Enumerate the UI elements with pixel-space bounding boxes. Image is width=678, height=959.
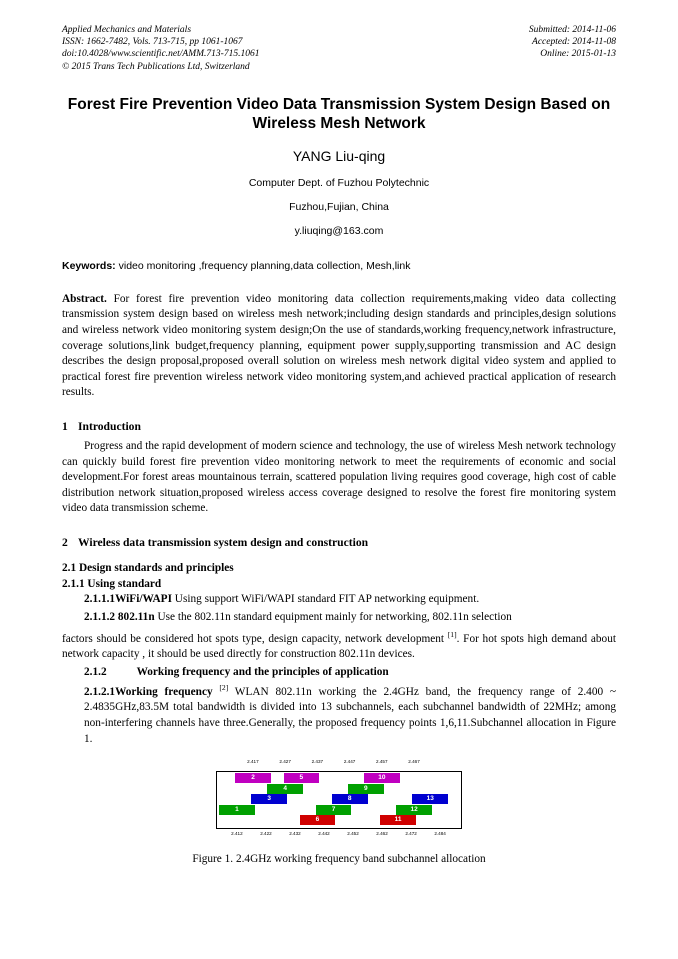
chart-bottom-tick: 2.472 — [405, 831, 417, 837]
chart-top-tick: 2.417 — [247, 759, 259, 765]
section-2-1-2-number: 2.1.2 — [84, 666, 107, 679]
page-title: Forest Fire Prevention Video Data Transmission System Design Based on Wireless Mesh Network — [67, 95, 611, 132]
channel-bar: 10 — [364, 773, 400, 783]
section-2-1-2-1-paragraph — [62, 680, 616, 747]
section-2-1-1-2-paragraph — [62, 610, 616, 626]
channel-bar: 2 — [235, 773, 271, 783]
section-2-1-1-2-paragraph-cont — [62, 627, 616, 663]
keywords-line — [62, 260, 616, 272]
section-2-1-heading: 2.1 Design standards and principles — [62, 561, 234, 574]
figure-1 — [62, 759, 616, 843]
section-2-1-1-2-text-c: . For hot spots high demand about network capacity , it should be used directly for construction 802.11n devices. — [62, 632, 616, 661]
journal-header — [62, 24, 616, 73]
section-2-1-1-1-paragraph — [62, 592, 616, 608]
keywords-label: Keywords: — [62, 259, 116, 272]
chart-bottom-tick: 2.432 — [289, 831, 301, 837]
channel-bar: 3 — [251, 794, 287, 804]
reference-marker-2: [2] — [219, 683, 229, 693]
channel-bar: 8 — [332, 794, 368, 804]
channel-bar: 7 — [316, 805, 352, 815]
section-2-1-2-title: Working frequency and the principles of application — [136, 666, 389, 679]
section-2-number: 2 — [62, 535, 68, 549]
journal-doi: doi:10.4028/www.scientific.net/AMM.713-715.1061 — [62, 49, 260, 60]
section-2-1-2-1-text: WLAN 802.11n working the 2.4GHz band, the frequency range of 2.400 ~ 2.4835GHz,83.5M total bandwidth is divided into 13 subchannels, each subchannel bandwidth of 22MHz; among non-interfering channels have three.Generally, the proposed frequency points 1,6,11.Subchannel allocation in Figure 1. — [84, 685, 616, 745]
section-1-body: Progress and the rapid development of modern science and technology, the use of wireless Mesh network technology can quickly build forest fire prevention video monitoring network to meet the requirements of economic and social development.For forest areas mountainous terrain, scattered population living requires good coverage, high cost of cable distribution network situation,proposed wireless access coverage designed to resolve the forest fire monitoring system video data transmission scheme. — [62, 439, 616, 515]
section-2-1-1-2-text-a: Use the 802.11n standard equipment mainly for networking, 802.11n selection — [154, 610, 512, 623]
journal-issn: ISSN: 1662-7482, Vols. 713-715, pp 1061-1067 — [62, 37, 243, 48]
chart-top-tick: 2.437 — [311, 759, 324, 765]
section-2-1-1-1-text: Using support WiFi/WAPI standard FIT AP networking equipment. — [171, 592, 480, 605]
date-accepted: Accepted: 2014-11-08 — [532, 37, 616, 48]
submission-dates — [529, 24, 616, 61]
chart-top-tick: 2.467 — [408, 759, 420, 765]
affiliation-location: Fuzhou,Fujian, China — [289, 200, 389, 213]
chart-bottom-tick: 2.412 — [231, 831, 243, 837]
chart-top-tick: 2.457 — [376, 759, 388, 765]
reference-marker-1: [1] — [447, 630, 457, 640]
chart-top-tick: 2.447 — [343, 759, 356, 765]
abstract-text: For forest fire prevention video monitoring data collection requirements,making video data collecting transmission system design based on wireless mesh network;including design standards and principles,design solutions and wireless network video monitoring system design;On the use of standards,working frequency,network infrastructure, coverage solutions,link budget,frequency planning, equipment power supply,supporting transmission and AC design describes the design proposal,proposed overall solution on wireless mesh network digital video system and applied to practical forest fire prevention wireless network video monitoring system,and achieved practical application of research results. — [62, 292, 616, 399]
chart-bottom-tick: 2.484 — [434, 831, 446, 837]
abstract-paragraph — [62, 292, 616, 401]
journal-copyright: © 2015 Trans Tech Publications Ltd, Switzerland — [62, 61, 250, 72]
figure-1-caption: Figure 1. 2.4GHz working frequency band subchannel allocation — [192, 853, 486, 866]
section-2-1-1-heading: 2.1.1 Using standard — [62, 577, 162, 590]
channel-bar: 1 — [219, 805, 255, 815]
channel-bar: 5 — [284, 773, 320, 783]
channel-bar: 6 — [300, 815, 336, 825]
chart-bottom-tick: 2.422 — [260, 831, 272, 837]
channel-bar: 4 — [267, 784, 303, 794]
chart-bottom-tick: 2.442 — [318, 831, 330, 837]
channel-bar: 13 — [412, 794, 448, 804]
date-online: Online: 2015-01-13 — [540, 49, 616, 60]
channel-bar: 11 — [380, 815, 416, 825]
section-1-number: 1 — [62, 419, 68, 433]
section-1-heading — [62, 420, 616, 433]
chart-top-tick: 2.427 — [279, 759, 291, 765]
author-name: YANG Liu-qing — [292, 147, 386, 164]
section-2-heading — [62, 536, 616, 549]
affiliation-department: Computer Dept. of Fuzhou Polytechnic — [248, 176, 430, 189]
section-1-title: Introduction — [78, 419, 141, 433]
author-email: y.liuqing@163.com — [294, 224, 384, 237]
section-2-title: Wireless data transmission system design and construction — [78, 535, 369, 549]
journal-name: Applied Mechanics and Materials — [62, 25, 192, 35]
section-2-1-1-2-label: 2.1.1.2 802.11n — [84, 610, 155, 623]
section-2-1-1-1-label: 2.1.1.1WiFi/WAPI — [84, 592, 172, 605]
subchannel-allocation-chart — [216, 759, 462, 843]
section-2-1-2-heading — [62, 666, 616, 678]
date-submitted: Submitted: 2014-11-06 — [528, 25, 616, 35]
section-2-1-1-2-text-b: factors should be considered hot spots type, design capacity, network development — [62, 632, 448, 645]
chart-bottom-tick: 2.452 — [347, 831, 359, 837]
section-2-1-2-1-label: 2.1.2.1Working frequency — [84, 685, 220, 698]
channel-bar: 9 — [348, 784, 384, 794]
abstract-label: Abstract. — [62, 292, 107, 305]
channel-bar: 12 — [396, 805, 432, 815]
keywords-value: video monitoring ,frequency planning,data collection, Mesh,link — [118, 259, 411, 272]
chart-bottom-tick: 2.462 — [376, 831, 388, 837]
journal-metadata — [62, 24, 259, 73]
